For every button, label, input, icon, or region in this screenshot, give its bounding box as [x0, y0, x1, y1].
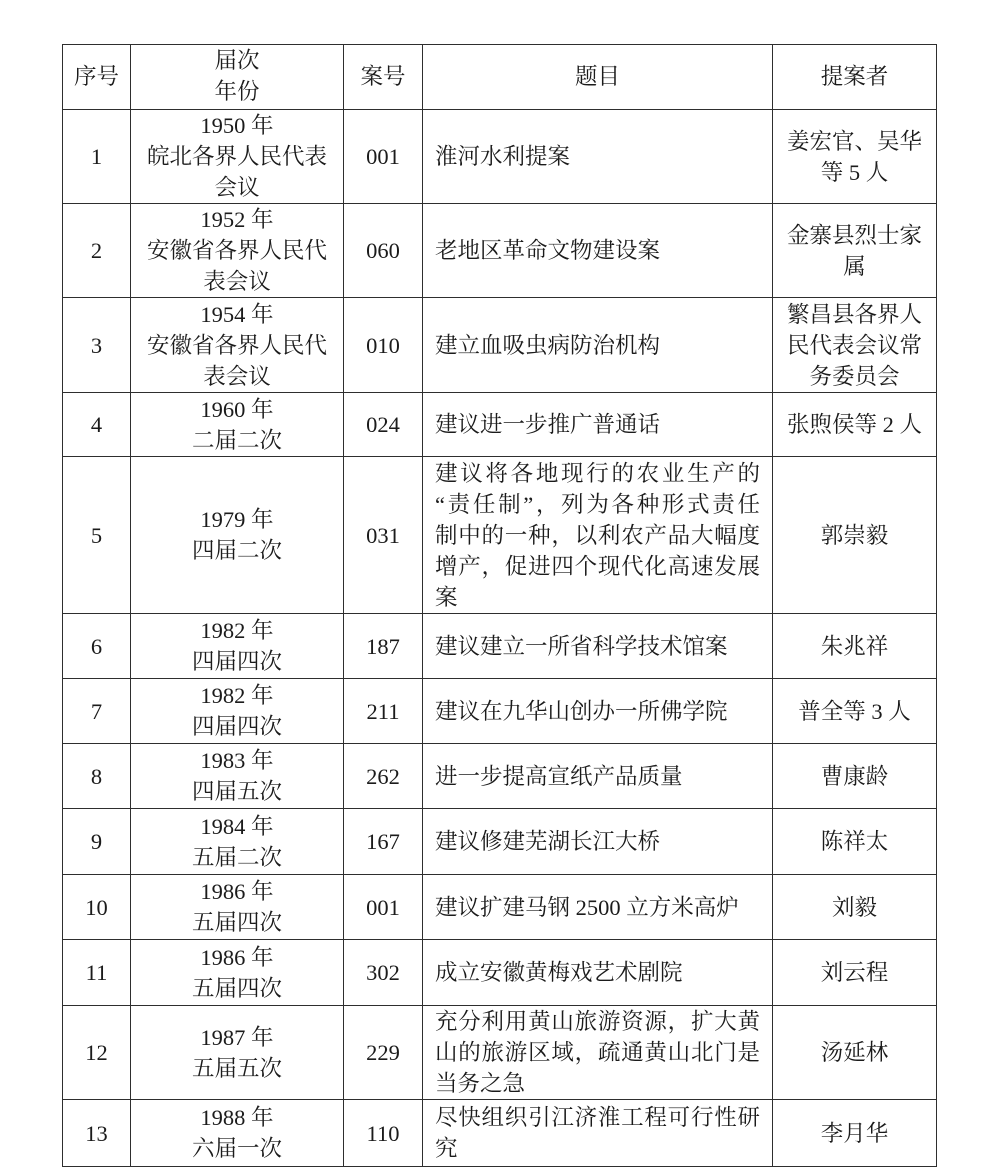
proposals-table: [62, 44, 937, 1167]
case-number-cell: 229: [344, 1006, 423, 1100]
case-number-cell: 262: [344, 744, 423, 809]
index-cell: 11: [63, 940, 131, 1006]
title-cell: [423, 875, 773, 940]
title-cell: [423, 744, 773, 809]
session-year-cell: [131, 614, 344, 679]
year-text: 1954 年: [200, 301, 274, 327]
title-line: 建议建立一所省科学技术馆案: [435, 633, 728, 659]
index-cell: 1: [63, 110, 131, 204]
table-row: [63, 809, 937, 875]
session-text: 皖北各界人民代表会议: [146, 144, 327, 200]
session-text: 五届五次: [191, 1055, 282, 1081]
title-line: 增产，促进四个现代化高速发展: [435, 553, 760, 579]
session-text: 五届四次: [191, 910, 282, 935]
title-cell: [423, 457, 773, 614]
title-line: 建议进一步推广普通话: [435, 412, 661, 437]
session-text: 五届二次: [191, 844, 282, 870]
session-year-cell: [131, 457, 344, 614]
index-cell: 3: [63, 298, 131, 393]
session-text: 四届五次: [191, 779, 282, 804]
case-number-cell: 211: [344, 679, 423, 744]
year-text: 1982 年: [200, 618, 274, 643]
proposer-cell: 金寨县烈士家属: [773, 204, 937, 298]
proposer-cell: 繁昌县各界人民代表会议常务委员会: [773, 298, 937, 393]
table-row: [63, 457, 937, 614]
session-year-cell: [131, 110, 344, 204]
header-proposer: 提案者: [773, 45, 937, 110]
table-row: [63, 614, 937, 679]
session-text: 四届四次: [191, 649, 282, 674]
year-text: 1982 年: [200, 683, 274, 708]
table-row: [63, 110, 937, 204]
index-cell: 4: [63, 393, 131, 457]
session-year-cell: [131, 204, 344, 298]
year-text: 1986 年: [200, 944, 274, 970]
title-line: 进一步提高宣纸产品质量: [435, 763, 683, 789]
header-session-label: 届次: [214, 48, 260, 74]
title-cell: [423, 940, 773, 1006]
proposer-cell: 姜宏官、吴华等 5 人: [773, 110, 937, 204]
index-cell: 8: [63, 744, 131, 809]
session-year-cell: [131, 875, 344, 940]
case-number-cell: 031: [344, 457, 423, 614]
title-cell: [423, 204, 773, 298]
year-text: 1988 年: [200, 1105, 274, 1130]
header-year-label: 年份: [214, 79, 260, 105]
index-cell: 2: [63, 204, 131, 298]
index-cell: 10: [63, 875, 131, 940]
session-year-cell: [131, 809, 344, 875]
header-session-year: [131, 45, 344, 110]
session-text: 安徽省各界人民代表会议: [146, 238, 327, 294]
year-text: 1960 年: [200, 396, 274, 422]
proposer-cell: 陈祥太: [773, 809, 937, 875]
title-line: 究: [435, 1136, 458, 1161]
proposer-cell: 张煦侯等 2 人: [773, 393, 937, 457]
proposer-cell: 郭崇毅: [773, 457, 937, 614]
title-cell: [423, 1006, 773, 1100]
year-text: 1950 年: [200, 113, 274, 138]
title-line: 充分利用黄山旅游资源，扩大黄: [435, 1009, 760, 1034]
title-cell: [423, 1100, 773, 1167]
table-row: [63, 940, 937, 1006]
proposer-cell: 汤延林: [773, 1006, 937, 1100]
title-cell: [423, 393, 773, 457]
title-line: 当务之急: [435, 1071, 526, 1096]
title-cell: [423, 298, 773, 393]
proposer-cell: 李月华: [773, 1100, 937, 1167]
header-index: 序号: [63, 45, 131, 110]
case-number-cell: 001: [344, 875, 423, 940]
case-number-cell: 060: [344, 204, 423, 298]
year-text: 1952 年: [200, 207, 274, 232]
title-line: 山的旅游区域，疏通黄山北门是: [435, 1040, 760, 1065]
table-row: [63, 204, 937, 298]
title-line: 尽快组织引江济淮工程可行性研: [435, 1105, 760, 1130]
title-line: 建议修建芜湖长江大桥: [435, 829, 661, 854]
title-cell: [423, 110, 773, 204]
index-cell: 6: [63, 614, 131, 679]
index-cell: 7: [63, 679, 131, 744]
title-line: 成立安徽黄梅戏艺术剧院: [435, 960, 683, 985]
session-year-cell: [131, 393, 344, 457]
table-row: [63, 744, 937, 809]
proposer-cell: 刘云程: [773, 940, 937, 1006]
case-number-cell: 110: [344, 1100, 423, 1167]
year-text: 1983 年: [200, 748, 274, 773]
header-row: [63, 45, 937, 110]
year-text: 1987 年: [200, 1024, 274, 1050]
case-number-cell: 167: [344, 809, 423, 875]
table-row: [63, 679, 937, 744]
year-text: 1984 年: [200, 813, 274, 839]
proposer-cell: 朱兆祥: [773, 614, 937, 679]
session-year-cell: [131, 940, 344, 1006]
session-text: 五届四次: [191, 975, 282, 1001]
year-text: 1986 年: [200, 879, 274, 904]
case-number-cell: 024: [344, 393, 423, 457]
header-title: 题目: [423, 45, 773, 110]
proposer-cell: 普全等 3 人: [773, 679, 937, 744]
table-row: [63, 1006, 937, 1100]
case-number-cell: 187: [344, 614, 423, 679]
table-row: [63, 298, 937, 393]
table-row: [63, 393, 937, 457]
session-year-cell: [131, 298, 344, 393]
session-year-cell: [131, 679, 344, 744]
case-number-cell: 010: [344, 298, 423, 393]
title-cell: [423, 679, 773, 744]
proposer-cell: 刘毅: [773, 875, 937, 940]
index-cell: 12: [63, 1006, 131, 1100]
session-text: 二届二次: [191, 427, 282, 453]
table-row: [63, 1100, 937, 1167]
title-line: 建议扩建马钢 2500 立方米高炉: [435, 894, 739, 920]
title-line: 制中的一种，以利农产品大幅度: [435, 522, 760, 548]
title-line: “责任制”，列为各种形式责任: [435, 491, 760, 517]
index-cell: 13: [63, 1100, 131, 1167]
title-line: 淮河水利提案: [435, 144, 571, 169]
title-line: 建立血吸虫病防治机构: [435, 332, 661, 358]
title-line: 建议在九华山创办一所佛学院: [435, 698, 728, 724]
case-number-cell: 302: [344, 940, 423, 1006]
session-year-cell: [131, 744, 344, 809]
proposer-cell: 曹康龄: [773, 744, 937, 809]
session-text: 四届四次: [191, 714, 282, 739]
title-line: 老地区革命文物建设案: [435, 238, 661, 263]
session-text: 安徽省各界人民代表会议: [146, 332, 327, 389]
index-cell: 5: [63, 457, 131, 614]
header-case-number: 案号: [344, 45, 423, 110]
session-year-cell: [131, 1100, 344, 1167]
session-text: 四届二次: [191, 538, 282, 563]
title-line: 建议将各地现行的农业生产的: [435, 460, 760, 486]
table-row: [63, 875, 937, 940]
session-text: 六届一次: [191, 1136, 282, 1161]
index-cell: 9: [63, 809, 131, 875]
case-number-cell: 001: [344, 110, 423, 204]
title-cell: [423, 809, 773, 875]
title-line: 案: [435, 584, 458, 610]
title-cell: [423, 614, 773, 679]
year-text: 1979 年: [200, 507, 274, 532]
session-year-cell: [131, 1006, 344, 1100]
